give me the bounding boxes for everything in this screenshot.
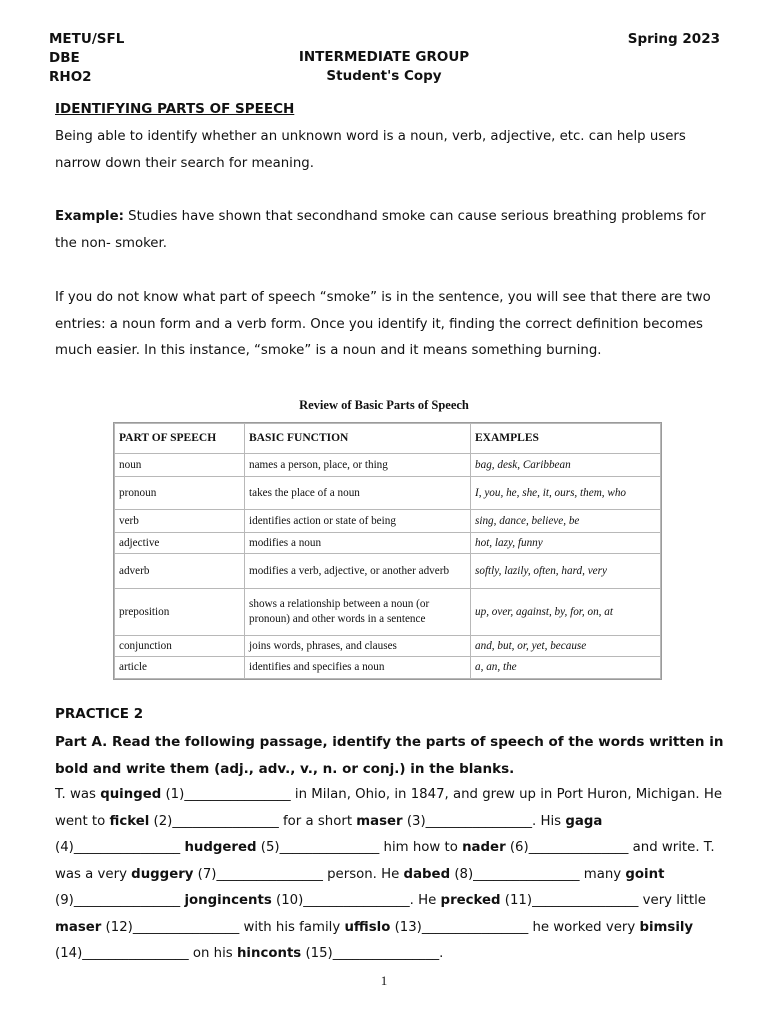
row-pos: verb [115, 510, 245, 533]
target-word: hudgered [184, 840, 257, 855]
example-text: Studies have shown that secondhand smoke can cause serious breathing problems for the non- smoker. [55, 209, 706, 251]
row-function: takes the place of a noun [245, 477, 471, 510]
header-institution: METU/SFL [49, 31, 125, 47]
row-function: names a person, place, or thing [245, 454, 471, 477]
table-row [115, 589, 661, 636]
passage-text: (3)________________. His [402, 813, 566, 829]
passage-text: (13)________________ he worked very [390, 919, 640, 935]
row-pos: article [115, 657, 245, 679]
row-examples: bag, desk, Caribbean [471, 454, 661, 477]
row-function: modifies a noun [245, 533, 471, 554]
target-word: uffislo [344, 919, 391, 935]
passage-text: (11)________________ very little [500, 893, 706, 908]
passage-text: (5)_______________ him how to [256, 840, 463, 855]
target-word: maser [356, 813, 403, 829]
target-word: goint [625, 866, 665, 882]
header-examples: EXAMPLES [471, 424, 661, 454]
passage-text: (15)________________. [301, 946, 444, 961]
row-function: shows a relationship between a noun (or pronoun) and other words in a sentence [245, 589, 471, 636]
example-paragraph [55, 204, 715, 257]
target-word: duggery [131, 866, 194, 882]
row-examples: a, an, the [471, 657, 661, 679]
page-number: 1 [380, 973, 388, 988]
header-code: RHO2 [49, 69, 92, 85]
header-copy-type: Student's Copy [326, 68, 442, 84]
passage-text: (10)________________. He [271, 893, 441, 908]
header-department: DBE [49, 50, 80, 66]
passage-text: (2)________________ for a short [149, 813, 357, 829]
passage-text: (1)________________ in Milan, Ohio, in 1847, and grew up in Port Huron, Michigan. He went to [55, 787, 723, 829]
target-word: quinged [100, 787, 162, 802]
row-pos: preposition [115, 589, 245, 636]
row-pos: noun [115, 454, 245, 477]
passage-text: (8)________________ many [450, 866, 626, 882]
passage-text: (6)_______________ and write. T. was a very [55, 840, 715, 882]
intro-paragraph: Being able to identify whether an unknown word is a noun, verb, adjective, etc. can help users narrow down their search for meaning. [55, 129, 686, 171]
example-label: Example: [55, 209, 124, 224]
row-pos: conjunction [115, 636, 245, 657]
row-examples: softly, lazily, often, hard, very [471, 554, 661, 589]
target-word: hinconts [236, 946, 302, 961]
table-row [115, 510, 661, 533]
table-row [115, 477, 661, 510]
passage-text: (7)________________ person. He [193, 866, 404, 882]
explanation-paragraph: If you do not know what part of speech “smoke” is in the sentence, you will see that there are two entries: a noun form and a verb form. Once you identify it, finding the correct definition becomes much easier. In this instance, “smoke” is a noun and it means something burning. [55, 290, 711, 358]
row-examples: up, over, against, by, for, on, at [471, 589, 661, 636]
target-word: precked [440, 893, 501, 908]
passage-text: (4)________________ [55, 840, 185, 855]
header-basic-function: BASIC FUNCTION [245, 424, 471, 454]
table-header-row [115, 424, 661, 454]
table-title: Review of Basic Parts of Speech [299, 398, 469, 412]
table-row [115, 636, 661, 657]
table-row [115, 533, 661, 554]
row-examples: and, but, or, yet, because [471, 636, 661, 657]
parts-of-speech-table [114, 423, 661, 679]
row-function: joins words, phrases, and clauses [245, 636, 471, 657]
passage-text: (14)________________ on his [55, 946, 237, 961]
header-center [0, 48, 768, 86]
practice-title: PRACTICE 2 [55, 706, 144, 722]
row-examples: hot, lazy, funny [471, 533, 661, 554]
table-row [115, 554, 661, 589]
header-group: INTERMEDIATE GROUP [298, 49, 470, 65]
row-pos: adverb [115, 554, 245, 589]
section-title: IDENTIFYING PARTS OF SPEECH [55, 101, 295, 117]
row-function: identifies action or state of being [245, 510, 471, 533]
row-function: identifies and specifies a noun [245, 657, 471, 679]
row-examples: sing, dance, believe, be [471, 510, 661, 533]
row-examples: I, you, he, she, it, ours, them, who [471, 477, 661, 510]
target-word: bimsily [639, 919, 694, 935]
target-word: dabed [403, 866, 451, 882]
row-function: modifies a verb, adjective, or another adverb [245, 554, 471, 589]
target-word: nader [462, 840, 506, 855]
passage-text: T. was [55, 787, 101, 802]
target-word: fickel [109, 813, 150, 829]
table-row [115, 454, 661, 477]
target-word: gaga [565, 813, 603, 829]
practice-passage [55, 782, 725, 968]
practice-instruction: Part A. Read the following passage, identify the parts of speech of the words written in bold and write them (adj., adv., v., n. or conj.) in the blanks. [55, 734, 724, 777]
passage-text: (12)________________ with his family [101, 919, 345, 935]
table-row [115, 657, 661, 679]
header-part-of-speech: PART OF SPEECH [115, 424, 245, 454]
row-pos: adjective [115, 533, 245, 554]
passage-text: (9)________________ [55, 893, 185, 908]
header-term: Spring 2023 [627, 31, 720, 47]
row-pos: pronoun [115, 477, 245, 510]
target-word: maser [55, 919, 102, 935]
target-word: jongincents [184, 893, 272, 908]
